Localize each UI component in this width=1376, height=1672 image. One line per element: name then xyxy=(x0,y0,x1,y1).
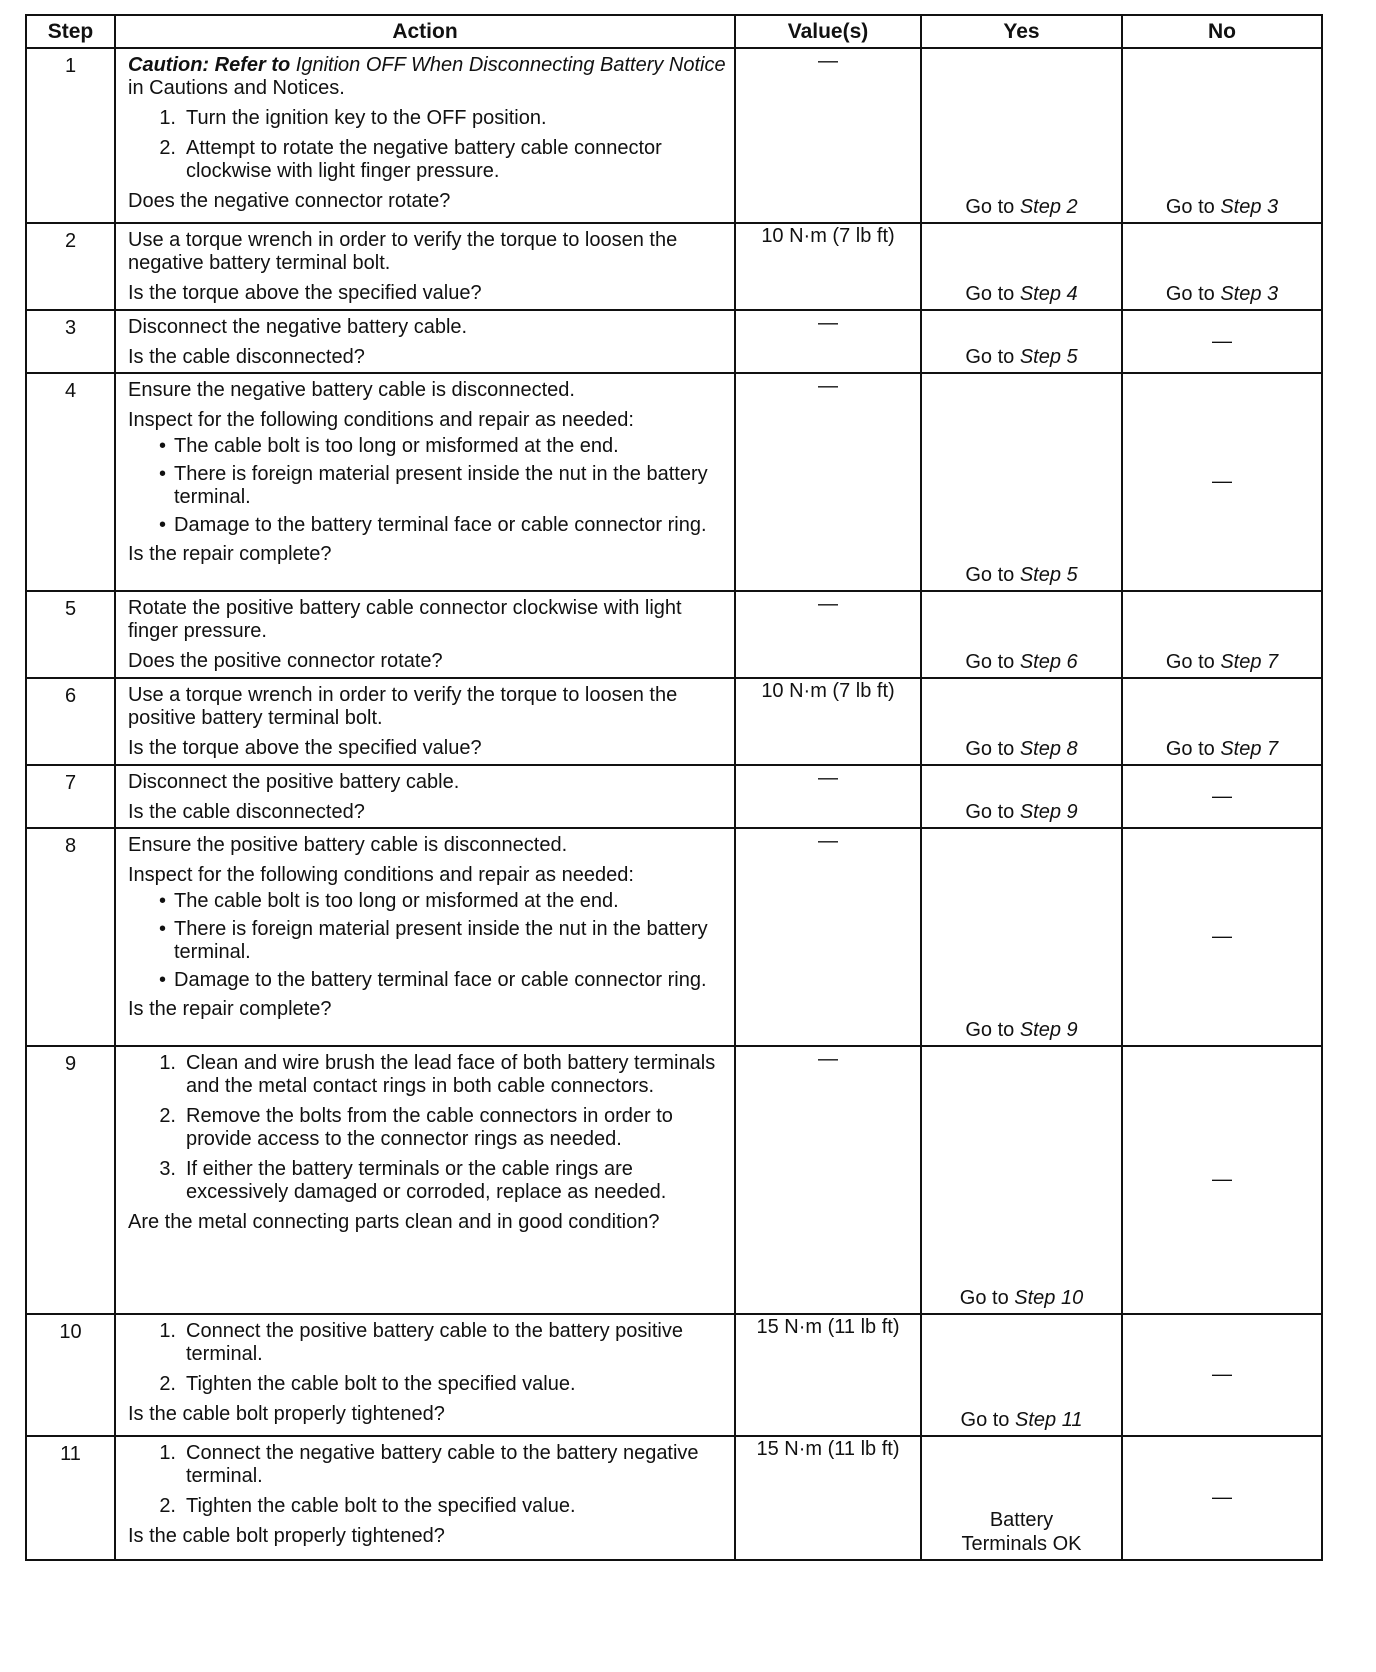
caution-label: Caution: Refer to xyxy=(128,54,291,76)
no-cell: — xyxy=(1122,765,1322,828)
value-cell: 10 N·m (7 lb ft) xyxy=(735,678,921,765)
yes-step-link: Step 4 xyxy=(1019,283,1078,305)
list-item: 1. Turn the ignition key to the OFF position. xyxy=(159,107,547,129)
action-text: Ensure the negative battery cable is disconnected. xyxy=(128,379,575,401)
step-number: 7 xyxy=(26,765,115,828)
value-cell: — xyxy=(735,828,921,1046)
yes-step-link: Step 6 xyxy=(1019,651,1078,673)
action-text: Inspect for the following conditions and repair as needed: xyxy=(128,864,634,886)
action-cell xyxy=(115,591,735,678)
step-number: 2 xyxy=(26,223,115,310)
action-cell xyxy=(115,373,735,591)
table-row xyxy=(26,310,1322,373)
no-cell: — xyxy=(1122,828,1322,1046)
value-cell: 10 N·m (7 lb ft) xyxy=(735,223,921,310)
action-cell xyxy=(115,48,735,223)
yes-step-link: Step 11 xyxy=(1015,1409,1083,1431)
yes-step-link: Step 9 xyxy=(1019,1019,1078,1041)
list-item: • Damage to the battery terminal face or cable connector ring. xyxy=(158,969,707,991)
caution-reference: Ignition OFF When Disconnecting Battery Notice xyxy=(295,54,726,76)
question: Are the metal connecting parts clean and in good condition? xyxy=(128,1211,660,1233)
question: Is the torque above the specified value? xyxy=(128,737,482,759)
no-cell: Go to Step 3 xyxy=(1122,223,1322,310)
no-cell: — xyxy=(1122,1046,1322,1314)
table-row xyxy=(26,678,1322,765)
header-action: Action xyxy=(115,15,735,48)
step-number: 9 xyxy=(26,1046,115,1314)
action-cell xyxy=(115,1046,735,1314)
yes-cell: Go to Step 6 xyxy=(921,591,1122,678)
diagnostic-table xyxy=(25,14,1323,1561)
yes-step-link: Step 5 xyxy=(1019,564,1078,586)
list-item: • The cable bolt is too long or misformed at the end. xyxy=(158,435,619,457)
list-item: 3. If either the battery terminals or the cable rings are excessively damaged or corroded, replace as needed. xyxy=(159,1158,667,1203)
question: Is the torque above the specified value? xyxy=(128,282,482,304)
action-text: Disconnect the negative battery cable. xyxy=(128,316,468,338)
table-row xyxy=(26,765,1322,828)
step-number: 5 xyxy=(26,591,115,678)
header-no: No xyxy=(1122,15,1322,48)
action-text: Disconnect the positive battery cable. xyxy=(128,771,460,793)
action-list xyxy=(128,1442,726,1518)
action-text: Ensure the positive battery cable is disconnected. xyxy=(128,834,568,856)
yes-cell: Go to Step 11 xyxy=(921,1314,1122,1436)
list-item: 1. Connect the positive battery cable to the battery positive terminal. xyxy=(159,1320,683,1365)
action-list xyxy=(128,1320,726,1396)
value-cell: — xyxy=(735,373,921,591)
no-step-link: Step 3 xyxy=(1220,196,1279,218)
list-item: • There is foreign material present inside the nut in the battery terminal. xyxy=(158,463,708,508)
yes-step-link: Step 9 xyxy=(1019,801,1078,823)
question: Does the positive connector rotate? xyxy=(128,650,443,672)
yes-step-link: Step 10 xyxy=(1014,1287,1084,1309)
step-number: 4 xyxy=(26,373,115,591)
step-number: 6 xyxy=(26,678,115,765)
list-item: 1. Connect the negative battery cable to the battery negative terminal. xyxy=(159,1442,699,1487)
table-row xyxy=(26,48,1322,223)
yes-cell: Go to Step 5 xyxy=(921,373,1122,591)
no-cell: — xyxy=(1122,310,1322,373)
list-item: 2. Tighten the cable bolt to the specified value. xyxy=(159,1373,576,1395)
no-cell: — xyxy=(1122,1436,1322,1560)
table-row xyxy=(26,223,1322,310)
table-row xyxy=(26,1046,1322,1314)
header-values: Value(s) xyxy=(735,15,921,48)
question: Does the negative connector rotate? xyxy=(128,190,451,212)
step-number: 3 xyxy=(26,310,115,373)
list-item: • Damage to the battery terminal face or cable connector ring. xyxy=(158,514,707,536)
question: Is the cable disconnected? xyxy=(128,801,365,823)
list-item: • The cable bolt is too long or misformed at the end. xyxy=(158,890,619,912)
action-text: Use a torque wrench in order to verify the torque to loosen the positive battery terminal bolt. xyxy=(128,684,678,729)
value-cell: — xyxy=(735,1046,921,1314)
action-text: Use a torque wrench in order to verify the torque to loosen the negative battery terminal bolt. xyxy=(128,229,678,274)
no-cell: Go to Step 7 xyxy=(1122,591,1322,678)
no-step-link: Step 3 xyxy=(1220,283,1279,305)
action-list xyxy=(128,1052,726,1204)
question: Is the cable bolt properly tightened? xyxy=(128,1403,445,1425)
no-cell: — xyxy=(1122,1314,1322,1436)
condition-list xyxy=(128,890,726,992)
yes-cell: Go to Step 4 xyxy=(921,223,1122,310)
yes-step-link: Step 5 xyxy=(1019,346,1078,368)
yes-cell: Battery Terminals OK xyxy=(921,1436,1122,1560)
action-cell xyxy=(115,678,735,765)
list-item: 2. Tighten the cable bolt to the specified value. xyxy=(159,1495,576,1517)
header-yes: Yes xyxy=(921,15,1122,48)
condition-list xyxy=(128,435,726,537)
action-cell xyxy=(115,310,735,373)
caution-suffix: in Cautions and Notices. xyxy=(128,77,345,99)
action-list xyxy=(128,107,726,183)
list-item: 2. Attempt to rotate the negative battery cable connector clockwise with light finger pressure. xyxy=(159,137,662,182)
table-row xyxy=(26,1436,1322,1560)
step-number: 1 xyxy=(26,48,115,223)
no-cell: — xyxy=(1122,373,1322,591)
action-cell xyxy=(115,765,735,828)
header-step: Step xyxy=(26,15,115,48)
value-cell: — xyxy=(735,765,921,828)
action-cell xyxy=(115,828,735,1046)
yes-step-link: Step 8 xyxy=(1019,738,1078,760)
step-number: 11 xyxy=(26,1436,115,1560)
table-row xyxy=(26,591,1322,678)
no-step-link: Step 7 xyxy=(1220,651,1279,673)
yes-step-link: Step 2 xyxy=(1019,196,1078,218)
question: Is the repair complete? xyxy=(128,543,332,565)
yes-cell: Go to Step 9 xyxy=(921,828,1122,1046)
no-cell: Go to Step 3 xyxy=(1122,48,1322,223)
caution-note xyxy=(128,54,726,100)
action-text: Rotate the positive battery cable connector clockwise with light finger pressure. xyxy=(128,597,682,642)
yes-cell: Go to Step 10 xyxy=(921,1046,1122,1314)
yes-cell: Go to Step 8 xyxy=(921,678,1122,765)
yes-cell: Go to Step 9 xyxy=(921,765,1122,828)
table-row xyxy=(26,373,1322,591)
step-number: 10 xyxy=(26,1314,115,1436)
value-cell: — xyxy=(735,48,921,223)
action-cell xyxy=(115,1436,735,1560)
table-header-row xyxy=(26,15,1322,48)
yes-cell: Go to Step 5 xyxy=(921,310,1122,373)
question: Is the repair complete? xyxy=(128,998,332,1020)
step-number: 8 xyxy=(26,828,115,1046)
list-item: 1. Clean and wire brush the lead face of both battery terminals and the metal contact rings in both cable connectors. xyxy=(159,1052,716,1097)
yes-cell: Go to Step 2 xyxy=(921,48,1122,223)
list-item: • There is foreign material present inside the nut in the battery terminal. xyxy=(158,918,708,963)
list-item: 2. Remove the bolts from the cable connectors in order to provide access to the connector rings as needed. xyxy=(159,1105,673,1150)
question: Is the cable bolt properly tightened? xyxy=(128,1525,445,1547)
value-cell: — xyxy=(735,591,921,678)
no-step-link: Step 7 xyxy=(1220,738,1279,760)
table-row xyxy=(26,1314,1322,1436)
action-cell xyxy=(115,1314,735,1436)
question: Is the cable disconnected? xyxy=(128,346,365,368)
table-row xyxy=(26,828,1322,1046)
action-cell xyxy=(115,223,735,310)
action-text: Inspect for the following conditions and repair as needed: xyxy=(128,409,634,431)
value-cell: 15 N·m (11 lb ft) xyxy=(735,1314,921,1436)
value-cell: — xyxy=(735,310,921,373)
value-cell: 15 N·m (11 lb ft) xyxy=(735,1436,921,1560)
no-cell: Go to Step 7 xyxy=(1122,678,1322,765)
